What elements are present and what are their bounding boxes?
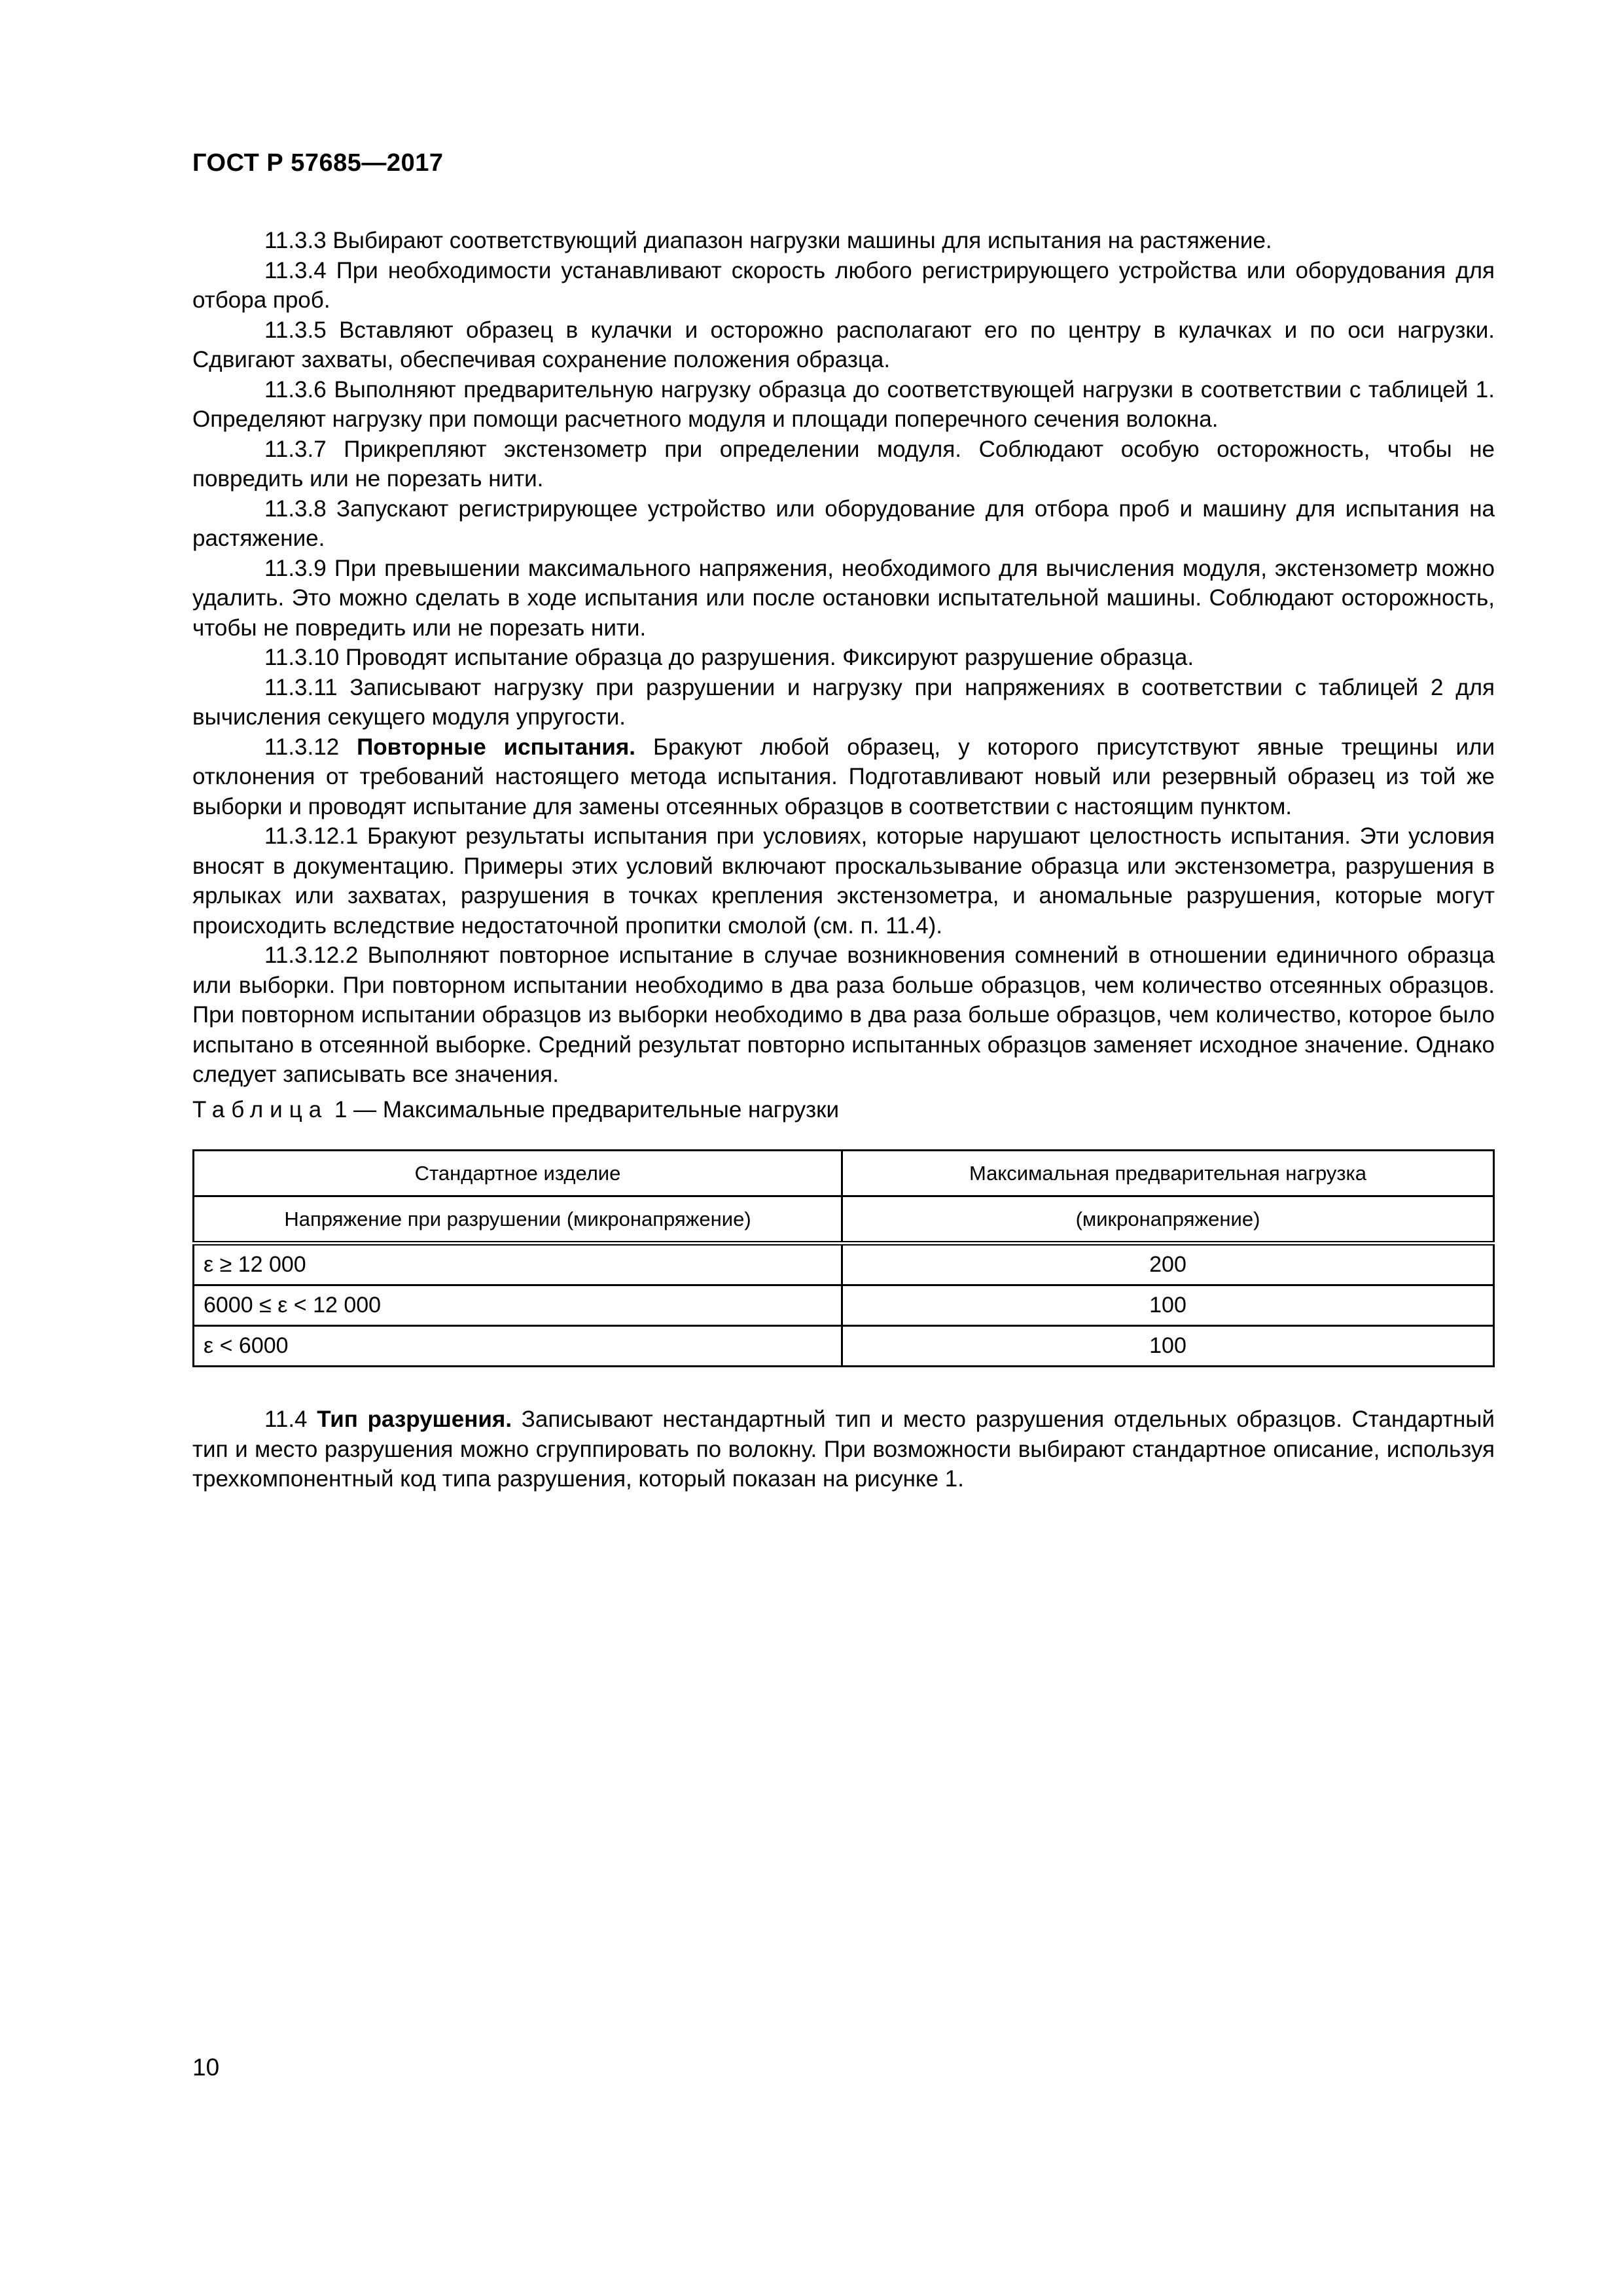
preload-table (192, 1149, 1495, 1367)
table-row (194, 1285, 1494, 1326)
section-11-4 (192, 1405, 1495, 1494)
paragraph-bold-title: Повторные испытания. (357, 734, 636, 760)
paragraph-11-3-11: 11.3.11 Записывают нагрузку при разрушении и нагрузку при напряжениях в соответствии с таблицей 2 для вычисления секущего модуля упругости. (192, 674, 1495, 730)
paragraph-11-3-4: 11.3.4 При необходимости устанавливают скорость любого регистрирующего устройства или оборудования для отбора проб. (192, 257, 1495, 313)
paragraph-11-3-9: 11.3.9 При превышении максимального напряжения, необходимого для вычисления модуля, экстензометр можно удалить. Это можно сделать в ходе испытания или после остановки испытательной машины. Соблюдают осторожность, чтобы не повредить или не порезать нити. (192, 555, 1495, 641)
paragraph-bold-title: Тип разрушения. (317, 1407, 512, 1432)
paragraph-11-3-3: 11.3.3 Выбирают соответствующий диапазон нагрузки машины для испытания на растяжение. (264, 228, 1272, 253)
table-header-cell: (микронапряжение) (842, 1196, 1494, 1244)
table-caption (192, 1095, 839, 1124)
paragraph-11-3-12 (192, 732, 1495, 822)
table-header-row (194, 1196, 1494, 1244)
body-text (192, 226, 1495, 1090)
paragraph-11-3-12-2: 11.3.12.2 Выполняют повторное испытание в случае возникновения сомнений в отношении единичного образца или выборки. При повторном испытании необходимо в два раза больше образцов, чем количество отсеянных образцов. При повторном испытании образцов из выборки необходимо в два раза больше образцов, чем количество, которое было испытано в отсеянной выборке. Средний результат повторно испытанных образцов заменяет исходное значение. Однако следует записывать все значения. (192, 942, 1495, 1087)
table-cell-value: 100 (842, 1285, 1494, 1326)
document-header: ГОСТ Р 57685—2017 (192, 149, 444, 177)
paragraph-11-3-10: 11.3.10 Проводят испытание образца до разрушения. Фиксируют разрушение образца. (264, 645, 1194, 670)
table-cell-value: 100 (842, 1326, 1494, 1367)
paragraph-11-3-6: 11.3.6 Выполняют предварительную нагрузку образца до соответствующей нагрузки в соответствии с таблицей 1. Определяют нагрузку при помощи расчетного модуля и площади поперечного сечения волокна. (192, 376, 1495, 432)
paragraph-11-3-12-1: 11.3.12.1 Бракуют результаты испытания при условиях, которые нарушают целостность испытания. Эти условия вносят в документацию. Примеры этих условий включают проскальзывание образца или экстензометра, разрушения в ярлыках или захватах, разрушения в точках крепления экстензометра, и аномальные разрушения, которые могут происходить вследствие недостаточной пропитки смолой (см. п. 11.4). (192, 823, 1495, 939)
table-row (194, 1326, 1494, 1367)
table-header-row (194, 1151, 1494, 1196)
paragraph-11-3-5: 11.3.5 Вставляют образец в кулачки и осторожно располагают его по центру в кулачках и по оси нагрузки. Сдвигают захваты, обеспечивая сохранение положения образца. (192, 317, 1495, 372)
table-row (194, 1244, 1494, 1285)
paragraph-11-3-7: 11.3.7 Прикрепляют экстензометр при определении модуля. Соблюдают особую осторожность, чтобы не повредить или не порезать нити. (192, 436, 1495, 492)
paragraph-11-4 (192, 1405, 1495, 1494)
table-cell-condition: ε < 6000 (194, 1326, 842, 1367)
table-cell-value: 200 (842, 1244, 1494, 1285)
table-caption-label: Таблица (192, 1097, 329, 1122)
table-header-cell: Стандартное изделие (194, 1151, 842, 1196)
table-header-cell: Напряжение при разрушении (микронапряжение) (194, 1196, 842, 1244)
paragraph-11-3-8: 11.3.8 Запускают регистрирующее устройство или оборудование для отбора проб и машину для испытания на растяжение. (192, 495, 1495, 551)
table-header-cell: Максимальная предварительная нагрузка (842, 1151, 1494, 1196)
paragraph-body: Записывают нестандартный тип и место разрушения отдельных образцов. Стандартный тип и место разрушения можно сгруппировать по волокну. При возможности выбирают стандартное описание, используя трехкомпонентный код типа разрушения, который показан на рисунке 1. (192, 1407, 1495, 1492)
table-cell-condition: 6000 ≤ ε < 12 000 (194, 1285, 842, 1326)
paragraph-number: 11.3.12 (264, 734, 340, 760)
paragraph-number: 11.4 (264, 1407, 308, 1432)
paragraph-body: Бракуют любой образец, у которого присутствуют явные трещины или отклонения от требований настоящего метода испытания. Подготавливают новый или резервный образец из той же выборки и проводят испытание для замены отсеянных образцов в соответствии с настоящим пунктом. (192, 734, 1495, 819)
page-number: 10 (192, 2054, 220, 2081)
table-caption-title: 1 — Максимальные предварительные нагрузки (334, 1097, 840, 1122)
table-cell-condition: ε ≥ 12 000 (194, 1244, 842, 1285)
